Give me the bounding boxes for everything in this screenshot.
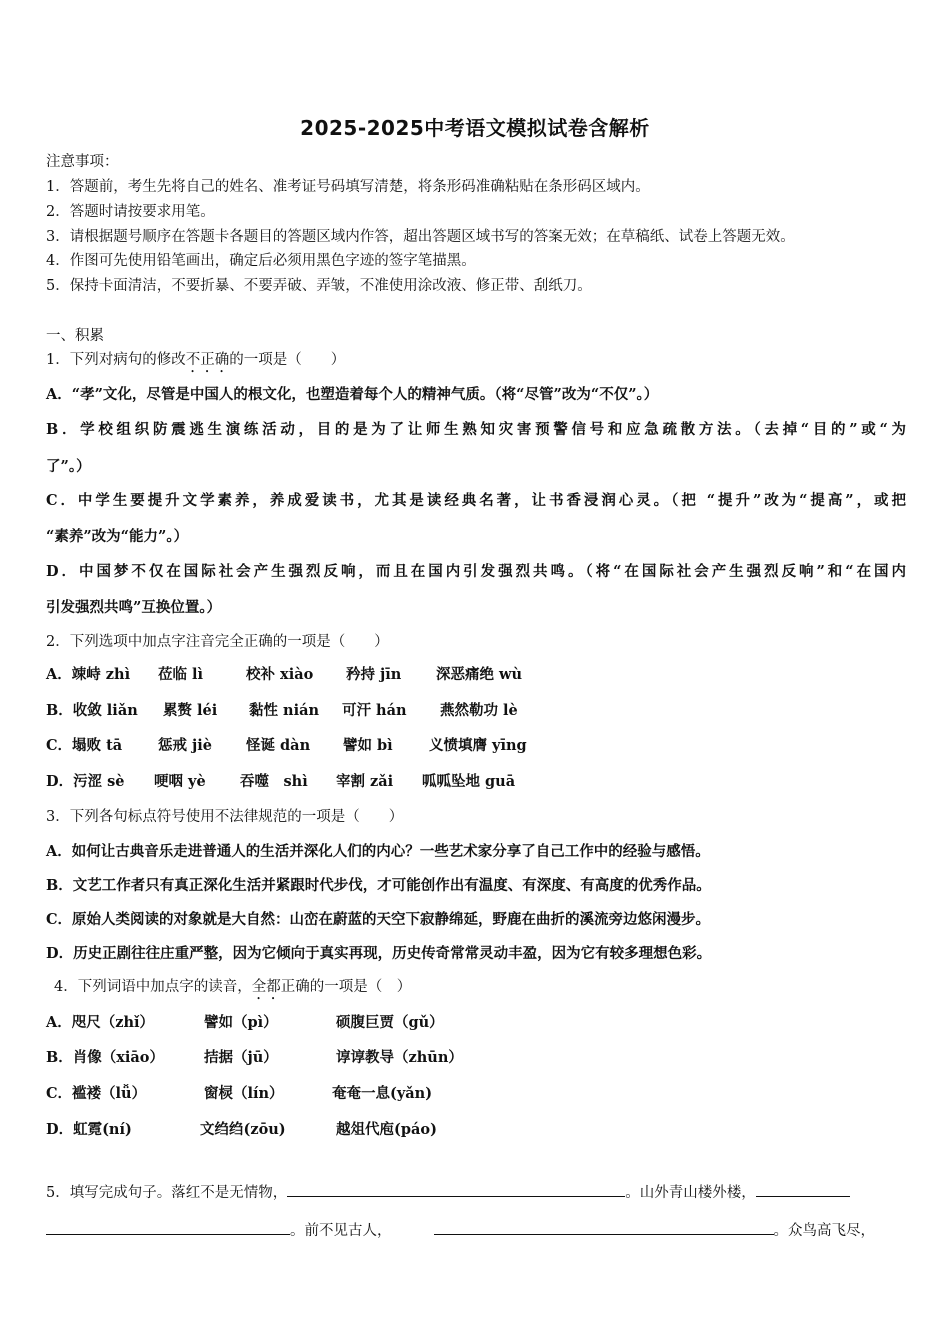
q2-option-c: C．塌败 tā 惩戒 jiè 怪诞 dàn 譬如 bì 义愤填膺 yīng bbox=[46, 737, 527, 754]
q2-option-b: B．收敛 liǎn 累赘 léi 黏性 nián 可汗 hán 燕然勒功 lè bbox=[46, 702, 518, 719]
q1-option-d: D．中国梦不仅在国际社会产生强烈反响，而且在国内引发强烈共鸣。（将“在国际社会产生强烈反响”和“在国内 bbox=[46, 563, 906, 580]
q4-option-b: B．肖像（xiāo） 拮据（jū） 谆谆教导（zhūn） bbox=[46, 1049, 463, 1066]
q4-option-d: D．虹霓(ní) 文绉绉(zōu) 越俎代庖(páo) bbox=[46, 1121, 437, 1138]
notice-item: 3．请根据题号顺序在答题卡各题目的答题区域内作答，超出答题区域书写的答案无效；在草稿纸、试卷上答题无效。 bbox=[46, 229, 795, 245]
q1-option-b-cont: 了”。） bbox=[46, 458, 91, 475]
q4-option-a: A．咫尺（zhǐ） 譬如（pì） 硕腹巨贾（gǔ） bbox=[46, 1014, 444, 1031]
answer-blank[interactable] bbox=[46, 1218, 290, 1235]
notice-item: 4．作图可先使用铅笔画出，确定后必须用黑色字迹的签字笔描黑。 bbox=[46, 253, 476, 269]
q1-option-a: A．“孝”文化，尽管是中国人的根文化，也塑造着每个人的精神气质。（将“尽管”改为“不仅”。） bbox=[46, 386, 659, 403]
question-4-stem: 4．下列词语中加点字的读音，全都正确的一项是（ ） bbox=[54, 979, 412, 995]
notice-item: 2．答题时请按要求用笔。 bbox=[46, 204, 215, 220]
emphasis-text: 不正确 bbox=[185, 352, 230, 368]
answer-blank[interactable] bbox=[756, 1180, 850, 1197]
q3-option-b: B．文艺工作者只有真正深化生活并紧跟时代步伐，才可能创作出有温度、有深度、有高度的优秀作品。 bbox=[46, 877, 711, 894]
emphasis-text: 全都 bbox=[251, 979, 281, 995]
q3-option-d: D．历史正剧往往庄重严整，因为它倾向于真实再现，历史传奇常常灵动丰盈，因为它有较多理想色彩。 bbox=[46, 945, 712, 962]
question-5-line-1: 5．填写完成句子。落红不是无情物， 。山外青山楼外楼， bbox=[46, 1180, 850, 1203]
q1-option-c-cont: “素养”改为“能力”。） bbox=[46, 528, 189, 545]
page-title: 2025-2025中考语文模拟试卷含解析 bbox=[300, 116, 650, 140]
notice-item: 5．保持卡面清洁，不要折暴、不要弄破、弄皱，不准使用涂改液、修正带、刮纸刀。 bbox=[46, 278, 592, 294]
question-1-stem: 1．下列对病句的修改不正确的一项是（ ） bbox=[46, 352, 346, 368]
question-3-stem: 3．下列各句标点符号使用不法律规范的一项是（ ） bbox=[46, 809, 404, 825]
question-2-stem: 2．下列选项中加点字注音完全正确的一项是（ ） bbox=[46, 634, 389, 650]
notice-heading: 注意事项： bbox=[46, 154, 119, 170]
q4-option-c: C．褴褛（lǚ） 窗棂（lín） 奄奄一息(yǎn) bbox=[46, 1085, 433, 1102]
answer-blank[interactable] bbox=[434, 1218, 774, 1235]
q3-option-c: C．原始人类阅读的对象就是大自然：山峦在蔚蓝的天空下寂静绵延，野鹿在曲折的溪流旁边悠闲漫步。 bbox=[46, 911, 711, 928]
answer-blank[interactable] bbox=[287, 1180, 625, 1197]
notice-item: 1．答题前，考生先将自己的姓名、准考证号码填写清楚，将条形码准确粘贴在条形码区域内。 bbox=[46, 179, 650, 195]
section-heading: 一、积累 bbox=[46, 328, 104, 344]
q3-option-a: A．如何让古典音乐走进普通人的生活并深化人们的内心？一些艺术家分享了自己工作中的经验与感悟。 bbox=[46, 843, 710, 860]
q2-option-d: D．污涩 sè 哽咽 yè 吞噬 shì 宰割 zǎi 呱呱坠地 guā bbox=[46, 773, 516, 790]
q1-option-d-cont: 引发强烈共鸣”互换位置。） bbox=[46, 599, 222, 616]
question-5-line-2: 。前不见古人， 。众鸟高飞尽， bbox=[46, 1218, 875, 1241]
q1-option-c: C．中学生要提升文学素养，养成爱读书，尤其是读经典名著，让书香浸润心灵。（把 “提升”改为“提高”，或把 bbox=[46, 492, 906, 509]
q2-option-a: A．竦峙 zhì 莅临 lì 校补 xiào 矜持 jīn 深恶痛绝 wù bbox=[46, 666, 523, 683]
q1-option-b: B．学校组织防震逃生演练活动，目的是为了让师生熟知灾害预警信号和应急疏散方法。（去掉“目的”或“为 bbox=[46, 421, 906, 438]
